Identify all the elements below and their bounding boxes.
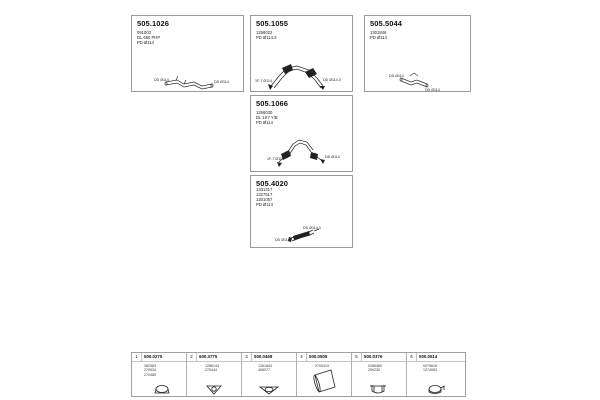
assembly-part-number: 505.4020 xyxy=(256,179,289,188)
accessory-part-number: 600.3775 xyxy=(199,354,218,359)
assembly-card-505-1066[interactable] xyxy=(250,95,353,172)
exhaust-pipe-drawing xyxy=(132,16,245,93)
assembly-code-line: 1327517 xyxy=(256,192,273,197)
diameter-tag: DD Ø114 xyxy=(275,238,290,242)
accessory-part[interactable] xyxy=(297,353,352,396)
assembly-part-number: 505.1066 xyxy=(256,99,289,108)
diameter-tag: DD Ø114 xyxy=(214,80,229,84)
assembly-code-line: 1331317 xyxy=(256,187,273,192)
assembly-card-505-4020[interactable] xyxy=(250,175,353,248)
clamp-icon xyxy=(132,353,187,396)
accessory-index: 1 xyxy=(132,353,142,361)
diameter-tag: 1F-7 Ø114 xyxy=(267,157,284,161)
accessory-part[interactable] xyxy=(407,353,465,396)
exhaust-pipe-drawing xyxy=(365,16,472,93)
assembly-card-505-5044[interactable] xyxy=(364,15,471,92)
accessory-code: 270485 xyxy=(144,372,156,377)
accessory-index: 6 xyxy=(407,353,417,361)
sleeve-icon xyxy=(297,353,352,396)
accessory-code: 209230 xyxy=(368,368,380,373)
exhaust-pipe-drawing xyxy=(251,176,354,249)
diameter-tag: DD Ø114 xyxy=(154,78,169,82)
accessory-index: 2 xyxy=(187,353,197,361)
assembly-card-505-1026[interactable] xyxy=(131,15,244,92)
accessory-part[interactable] xyxy=(187,353,242,396)
accessory-part-number: 500.0468 xyxy=(254,354,273,359)
band-clamp-icon xyxy=(407,353,465,396)
diameter-tag: DD Ø114 xyxy=(425,88,440,92)
assembly-code-line: PD Ø114 xyxy=(137,40,154,45)
diameter-tag: 1F-7 Ø114 xyxy=(255,79,272,83)
diameter-tag: DD Ø114 xyxy=(389,74,404,78)
diameter-tag: DD Ø114 xyxy=(325,155,340,159)
assembly-code-line: 1256022 xyxy=(256,30,273,35)
accessory-code: 382583 xyxy=(144,364,156,368)
accessory-part[interactable] xyxy=(242,353,297,396)
gasket-icon xyxy=(187,353,242,396)
accessory-part-number: 500.0376 xyxy=(364,354,383,359)
accessory-index: 3 xyxy=(242,353,252,361)
accessory-part[interactable] xyxy=(352,353,407,396)
assembly-code-line: 1301057 xyxy=(256,197,273,202)
diameter-tag: DD Ø114.3 xyxy=(323,78,341,82)
accessory-code: 1274083 xyxy=(423,368,437,373)
assembly-code-line: 1301846 xyxy=(370,30,387,35)
accessory-index: 4 xyxy=(297,353,307,361)
assembly-part-number: 505.1055 xyxy=(256,19,289,28)
exhaust-pipe-drawing xyxy=(251,96,354,173)
accessory-part-number: 500.0505 xyxy=(309,354,328,359)
exhaust-pipe-drawing xyxy=(251,16,354,93)
accessory-code: 1286143 xyxy=(205,364,219,368)
assembly-code-line: PD Ø114 xyxy=(256,120,273,125)
assembly-part-number: 505.1026 xyxy=(137,19,170,28)
accessory-part-number: 500.0275 xyxy=(144,354,163,359)
accessory-code: 0079616 xyxy=(423,364,437,368)
accessory-parts-strip xyxy=(131,352,466,397)
accessory-part-number: 500.0514 xyxy=(419,354,438,359)
diameter-tag: DD Ø114.3 xyxy=(303,226,321,230)
assembly-code-line: PD Ø114 xyxy=(370,35,387,40)
assembly-code-line: 091003 xyxy=(137,30,151,35)
accessory-code: 2700315 xyxy=(315,364,329,368)
assembly-code-line: 1256030 xyxy=(256,110,273,115)
assembly-code-line: PD Ø114 xyxy=(256,202,273,207)
u-bolt-clamp-icon xyxy=(352,353,407,396)
accessory-code: 1261843 xyxy=(258,364,272,368)
accessory-code: 270534 xyxy=(144,368,156,373)
accessory-code: 270444 xyxy=(205,368,217,373)
assembly-card-505-1055[interactable] xyxy=(250,15,353,92)
accessory-index: 5 xyxy=(352,353,362,361)
assembly-part-number: 505.5044 xyxy=(370,19,403,28)
accessory-part[interactable] xyxy=(132,353,187,396)
accessory-code: 0285360 xyxy=(368,364,382,368)
assembly-code-line: DL 1K7 Y/B xyxy=(256,115,278,120)
accessory-code: 408077 xyxy=(258,368,270,373)
flange-icon xyxy=(242,353,297,396)
assembly-code-line: PD Ø114.3 xyxy=(256,35,277,40)
assembly-code-line: DL 650 PHP xyxy=(137,35,161,40)
